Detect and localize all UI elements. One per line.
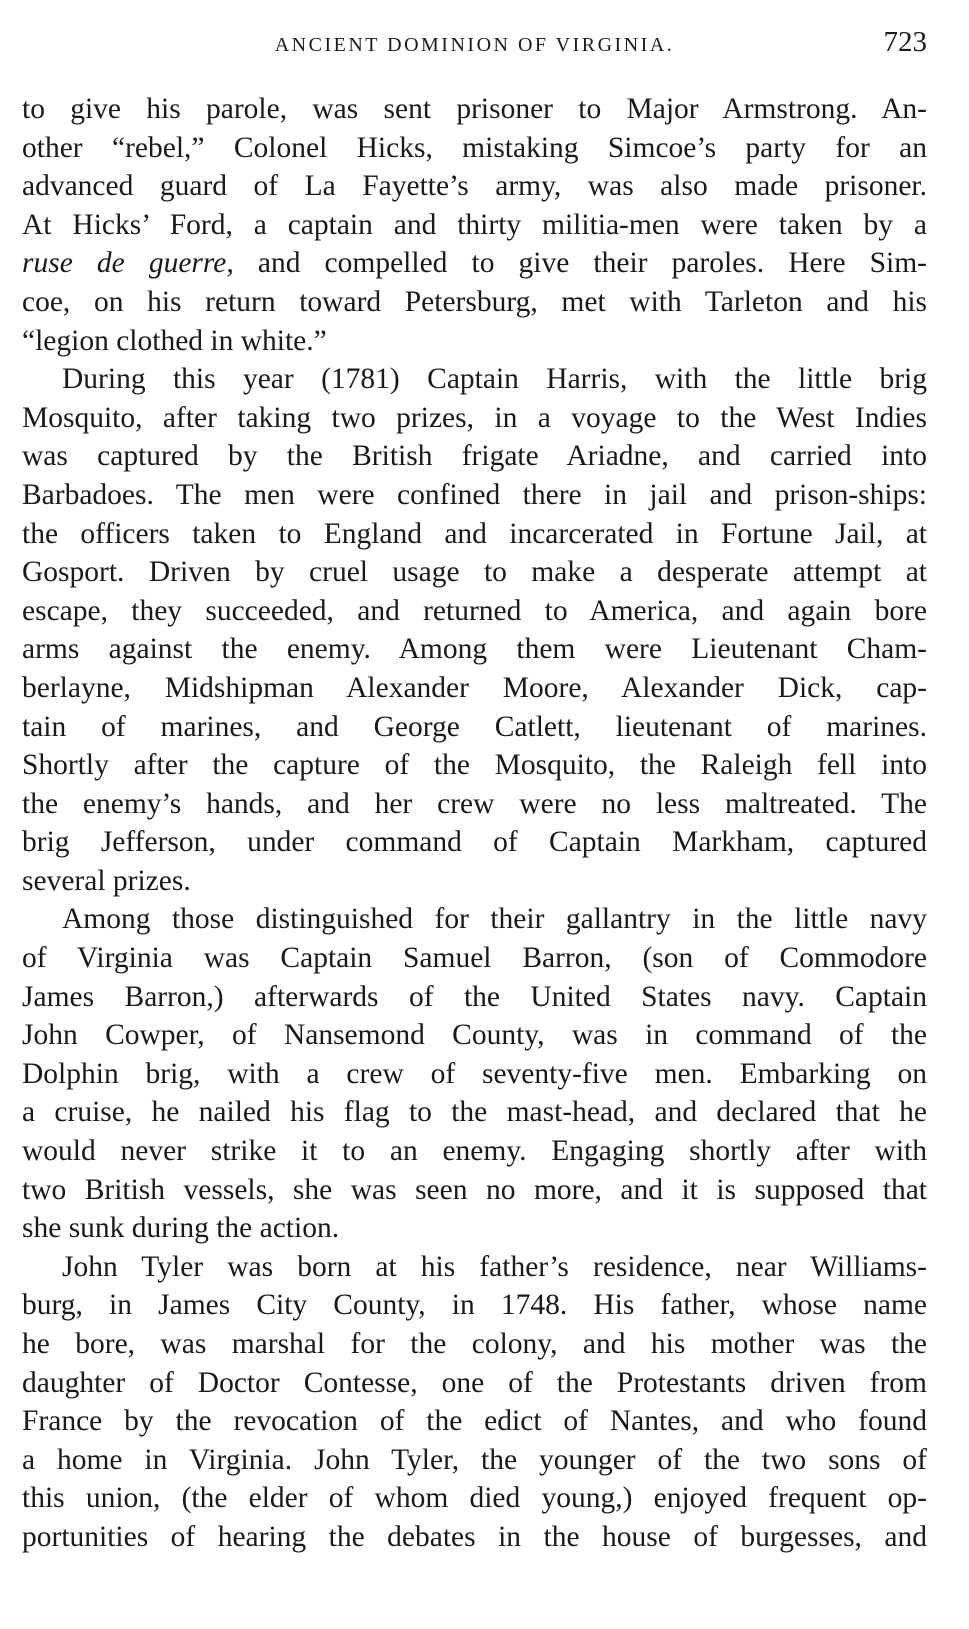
text-line: was captured by the British frigate Ariadne, and carried into <box>22 440 927 473</box>
text-line: would never strike it to an enemy. Engaging shortly after with <box>22 1135 927 1168</box>
text-line: she sunk during the action. <box>22 1212 340 1245</box>
text-line: Mosquito, after taking two prizes, in a voyage to the West Indies <box>22 401 927 434</box>
text-line: “legion clothed in white.” <box>22 324 327 357</box>
text-line: arms against the enemy. Among them were Lieutenant Cham- <box>22 633 927 666</box>
text-line: daughter of Doctor Contesse, one of the Protestants driven from <box>22 1366 927 1399</box>
line-remainder: and compelled to give their paroles. Here Sim- <box>233 247 927 280</box>
page-number: 723 <box>883 26 927 58</box>
text-line: portunities of hearing the debates in the house of burgesses, and <box>22 1520 927 1553</box>
text-line: Barbadoes. The men were confined there in jail and prison-ships: <box>22 478 927 511</box>
text-line: John Tyler was born at his father’s residence, near Williams- <box>62 1250 927 1283</box>
text-line <box>22 244 927 283</box>
text-line: Shortly after the capture of the Mosquito, the Raleigh fell into <box>22 749 927 782</box>
running-head: ANCIENT DOMINION OF VIRGINIA. <box>274 34 675 56</box>
body-text <box>22 90 927 1557</box>
text-line: a cruise, he nailed his flag to the mast-head, and declared that he <box>22 1096 927 1129</box>
text-line: France by the revocation of the edict of Nantes, and who found <box>22 1405 927 1438</box>
text-line: the enemy’s hands, and her crew were no less maltreated. The <box>22 787 927 820</box>
text-line: Dolphin brig, with a crew of seventy-five men. Embarking on <box>22 1057 927 1090</box>
text-line: the officers taken to England and incarcerated in Fortune Jail, at <box>22 517 927 550</box>
text-line: Among those distinguished for their gallantry in the little navy <box>62 903 927 936</box>
text-line: During this year (1781) Captain Harris, with the little brig <box>62 363 927 396</box>
text-line: Gosport. Driven by cruel usage to make a desperate attempt at <box>22 556 927 589</box>
text-line: other “rebel,” Colonel Hicks, mistaking Simcoe’s party for an <box>22 131 927 164</box>
text-line: John Cowper, of Nansemond County, was in command of the <box>22 1019 927 1052</box>
text-line: two British vessels, she was seen no more, and it is supposed that <box>22 1173 927 1206</box>
text-line: James Barron,) afterwards of the United States navy. Captain <box>22 980 927 1013</box>
text-line: berlayne, Midshipman Alexander Moore, Alexander Dick, cap- <box>22 671 927 704</box>
text-line: escape, they succeeded, and returned to America, and again bore <box>22 594 927 627</box>
text-line: tain of marines, and George Catlett, lieutenant of marines. <box>22 710 927 743</box>
text-line: brig Jefferson, under command of Captain Markham, captured <box>22 826 927 859</box>
text-line: this union, (the elder of whom died young,) enjoyed frequent op- <box>22 1482 927 1515</box>
text-line: advanced guard of La Fayette’s army, was also made prisoner. <box>22 170 927 203</box>
text-line: coe, on his return toward Petersburg, met with Tarleton and his <box>22 285 927 318</box>
text-line: of Virginia was Captain Samuel Barron, (son of Commodore <box>22 942 927 975</box>
text-line: several prizes. <box>22 864 191 897</box>
text-line: At Hicks’ Ford, a captain and thirty militia-men were taken by a <box>22 208 927 241</box>
text-line: he bore, was marshal for the colony, and his mother was the <box>22 1328 927 1360</box>
italic-phrase: ruse de guerre, <box>22 247 234 280</box>
text-line: burg, in James City County, in 1748. His father, whose name <box>22 1289 927 1322</box>
page-header <box>22 26 927 66</box>
text-line: a home in Virginia. John Tyler, the younger of the two sons of <box>22 1443 927 1476</box>
text-line: to give his parole, was sent prisoner to Major Armstrong. An- <box>22 93 927 125</box>
